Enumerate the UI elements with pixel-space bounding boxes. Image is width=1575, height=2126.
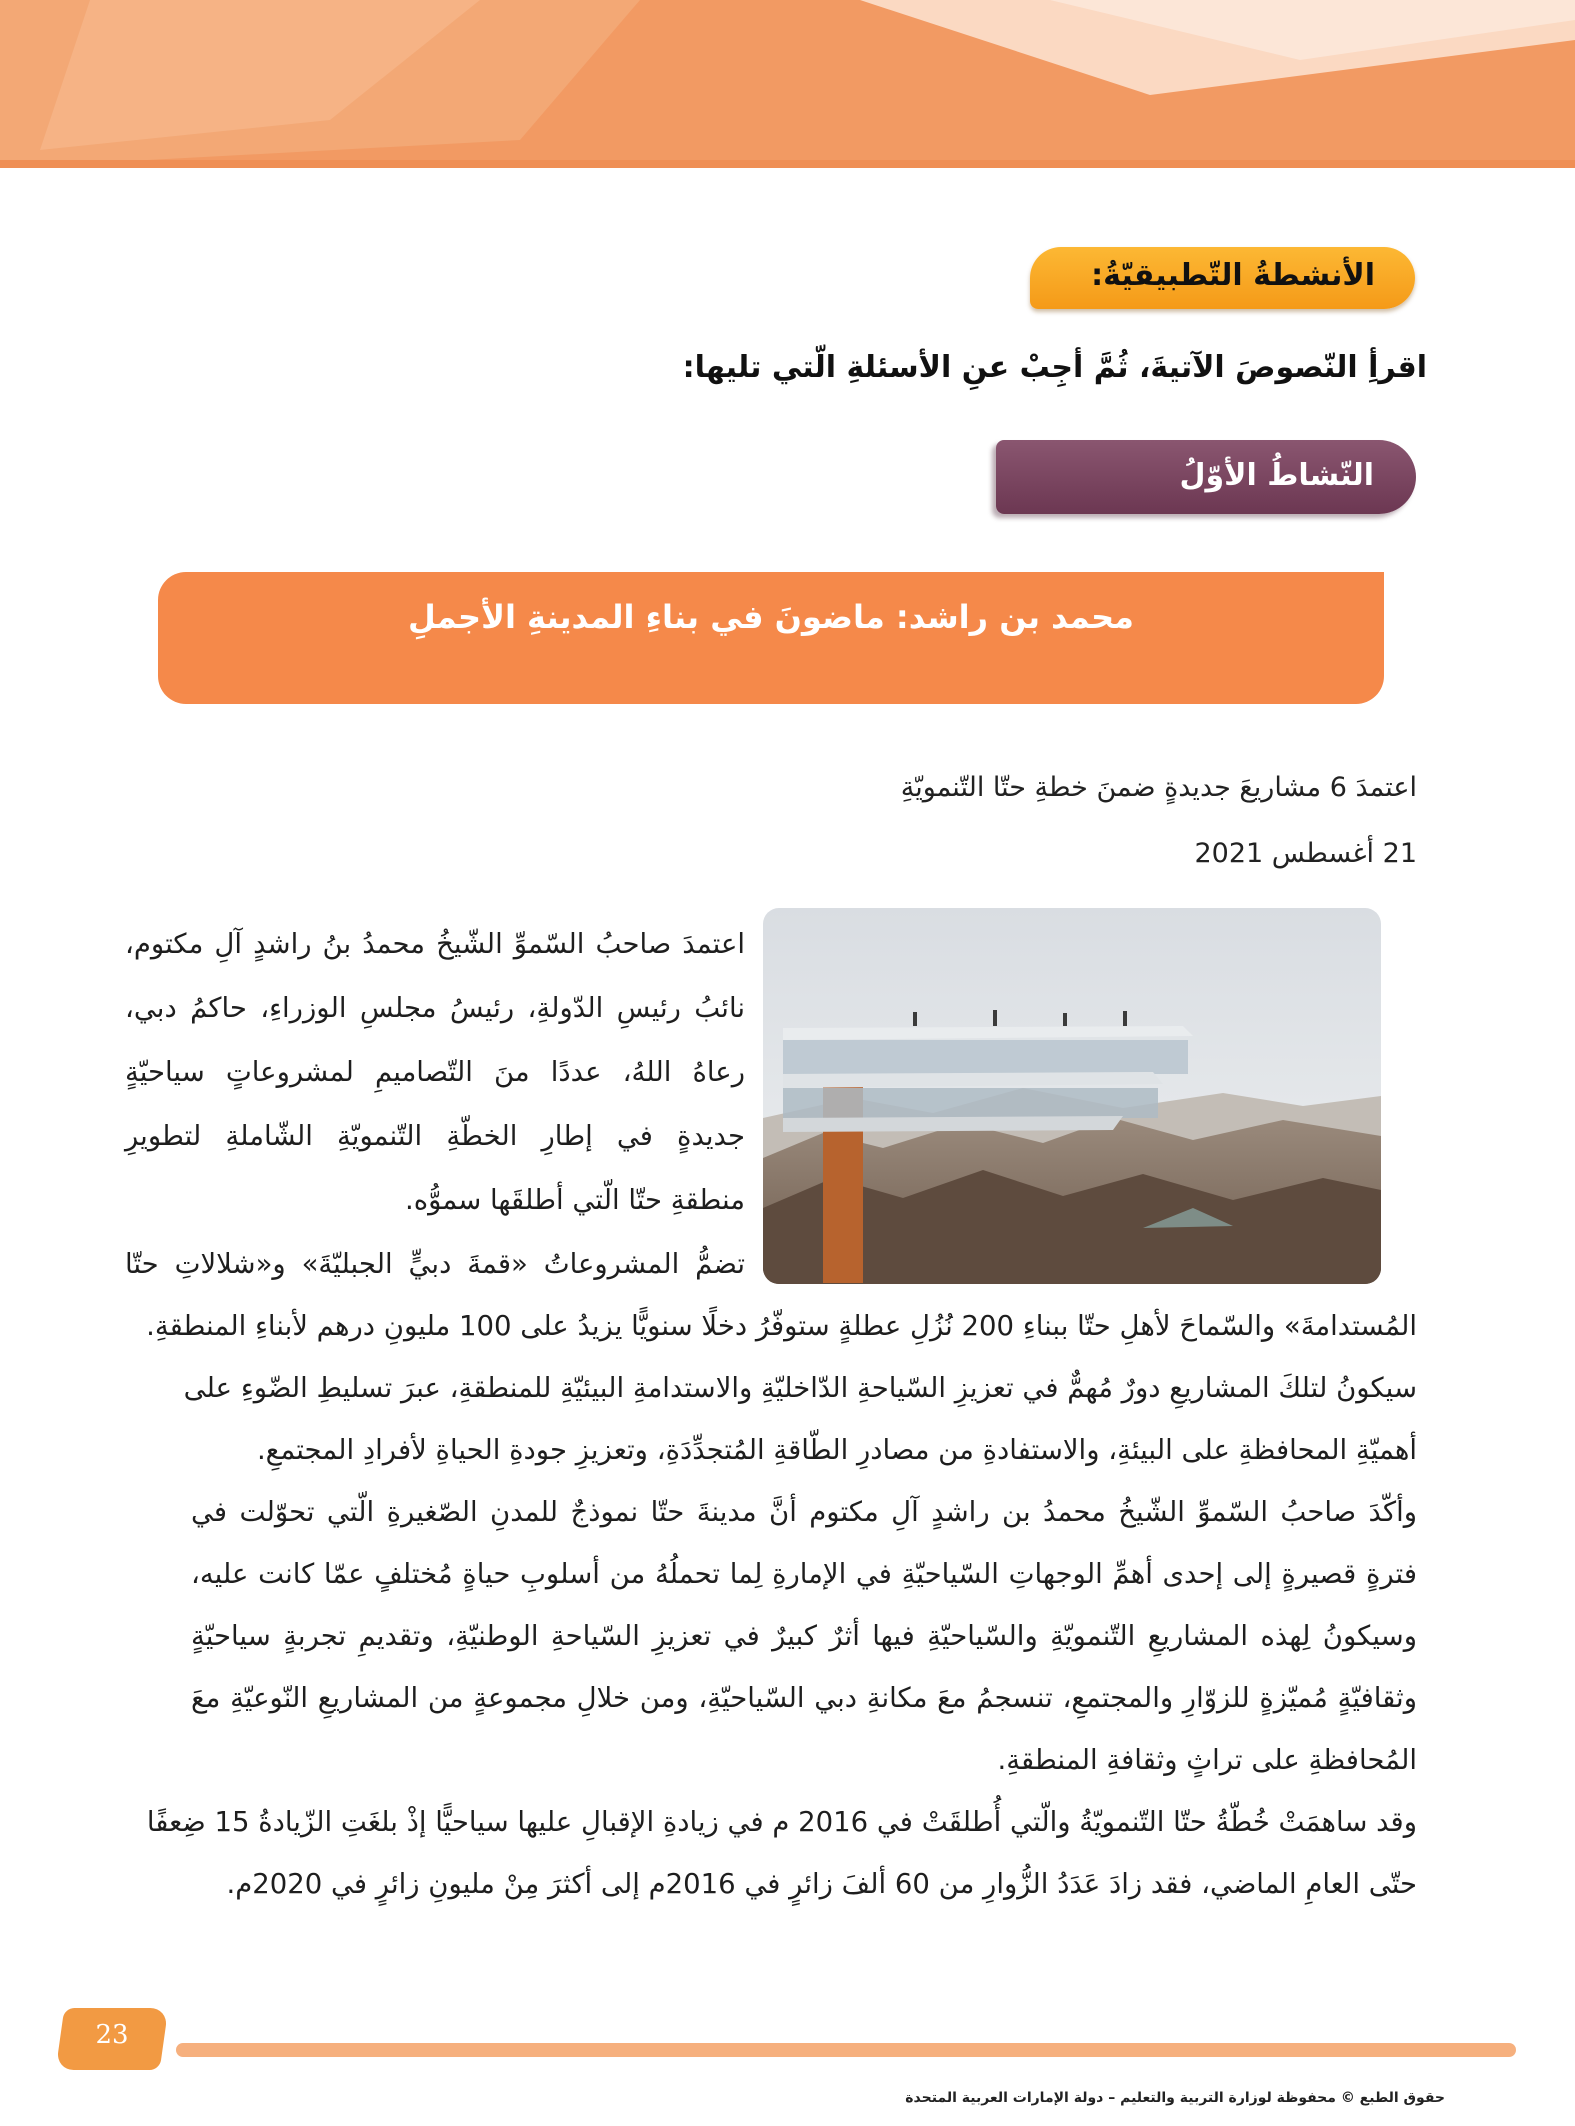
activity-one-label: النّشاطُ الأوّلُ	[1179, 458, 1374, 493]
article-title: محمد بن راشد: ماضونَ في بناءِ المدينةِ الأجملِ	[408, 598, 1134, 636]
paragraph-line: تضمُّ المشروعاتُ «قمةَ دبيٍّ الجبليّةَ» و«شلالاتِ حتّا	[125, 1248, 745, 1280]
article-title-band	[158, 572, 1384, 704]
instruction-text: اقرأِ النّصوصَ الآتيةَ، ثُمَّ أجِبْ عنِ الأسئلةِ الّتي تليها:	[682, 350, 1427, 385]
activities-heading: الأنشطةُ التّطبيقيّةُ:	[1091, 258, 1375, 293]
paragraph-line: المُستدامةَ» والسّماحَ لأهلِ حتّا ببناءِ 200 نُزُلِ عطلةٍ ستوفّرُ دخلًا سنويًّا يزيدُ على 100 مليونِ درهم لأبناءِ المنطقةِ.	[146, 1310, 1417, 1342]
paragraph-line: نائبُ رئيسِ الدّولةِ، رئيسُ مجلسِ الوزراءِ، حاكمُ دبي،	[125, 992, 745, 1024]
banner-decoration	[0, 0, 1575, 168]
page-number: 23	[95, 2020, 129, 2050]
article-photo	[763, 908, 1381, 1284]
paragraph-line: منطقةِ حتّا الّتي أطلقَها سموُّه.	[404, 1184, 745, 1216]
paragraph-line: وثقافيّةٍ مُميّزةٍ للزوّارِ والمجتمعِ، تنسجمُ معَ مكانةِ دبي السّياحيّةِ، ومن خلالِ مجموعةٍ من المشاريعِ النّوعيّةِ معَ	[191, 1682, 1417, 1714]
paragraph-line: وأكّدَ صاحبُ السّموِّ الشّيخُ محمدُ بن راشدٍ آلِ مكتوم أنَّ مدينةَ حتّا نموذجٌ للمدنِ الصّغيرةِ الّتي تحوّلت في	[191, 1496, 1417, 1528]
paragraph-line: سيكونُ لتلكَ المشاريعِ دورٌ مُهمٌّ في تعزيزِ السّياحةِ الدّاخليّةِ والاستدامةِ البيئيّةِ للمنطقةِ، عبرَ تسليطِ الضّوءِ على	[183, 1372, 1417, 1404]
paragraph-line: وسيكونُ لِهذه المشاريعِ التّنمويّةِ والسّياحيّةِ فيها أثرٌ كبيرٌ في تعزيزِ السّياحةِ الوطنيّةِ، وتقديمِ تجربةٍ سياحيّةٍ	[191, 1620, 1417, 1652]
activities-heading-pill	[1030, 247, 1415, 309]
copyright-notice: حقوق الطبع © محفوظة لوزارة التربية والتعليم – دولة الإمارات العربية المتحدة	[905, 2090, 1445, 2106]
paragraph-line: المُحافظةِ على تراثٍ وثقافةِ المنطقةِ.	[997, 1744, 1417, 1776]
paragraph-line: حتّى العامِ الماضي، فقد زادَ عَدَدُ الزُّوارِ من 60 ألفَ زائرٍ في 2016م إلى أكثرَ مِنْ مليونِ زائرٍ في 2020م.	[226, 1868, 1417, 1900]
paragraph-line: وقد ساهمَتْ خُطّةُ حتّا التّنمويّةُ والّتي أُطلقَتْ في 2016 م في زيادةِ الإقبالِ عليها سياحيًّا إذْ بلغَتِ الزّيادةُ 15 ضِعفًا	[146, 1806, 1417, 1838]
paragraph-line: أهميّةِ المحافظةِ على البيئةِ، والاستفادةِ من مصادرِ الطّاقةِ المُتجدِّدَةِ، وتعزيزِ جودةِ الحياةِ لأفرادِ المجتمعِ.	[256, 1434, 1417, 1466]
footer-bar	[176, 2043, 1516, 2057]
header-banner	[0, 0, 1575, 168]
paragraph-line: فترةٍ قصيرةٍ إلى إحدى أهمِّ الوجهاتِ السّياحيّةِ في الإمارةِ لِما تحملُهُ من أسلوبِ حياةٍ مُختلفٍ عمّا كانت عليه،	[191, 1558, 1417, 1590]
activity-one-pill	[996, 440, 1416, 514]
paragraph-line: رعاهُ اللهُ، عددًا منَ التّصاميمِ لمشروعاتٍ سياحيّةٍ	[125, 1056, 745, 1088]
paragraph-line: اعتمدَ صاحبُ السّموِّ الشّيخُ محمدُ بنُ راشدٍ آلِ مكتوم،	[125, 928, 745, 960]
observation-deck-illustration	[763, 908, 1381, 1284]
article-headline: اعتمدَ 6 مشاريعَ جديدةٍ ضمنَ خطةِ حتّا التّنمويّةِ	[900, 772, 1417, 803]
article-date: 21 أغسطس 2021	[1194, 838, 1417, 869]
paragraph-line: جديدةٍ في إطارِ الخطّةِ التّنمويّةِ الشّاملةِ لتطويرِ	[125, 1120, 745, 1152]
